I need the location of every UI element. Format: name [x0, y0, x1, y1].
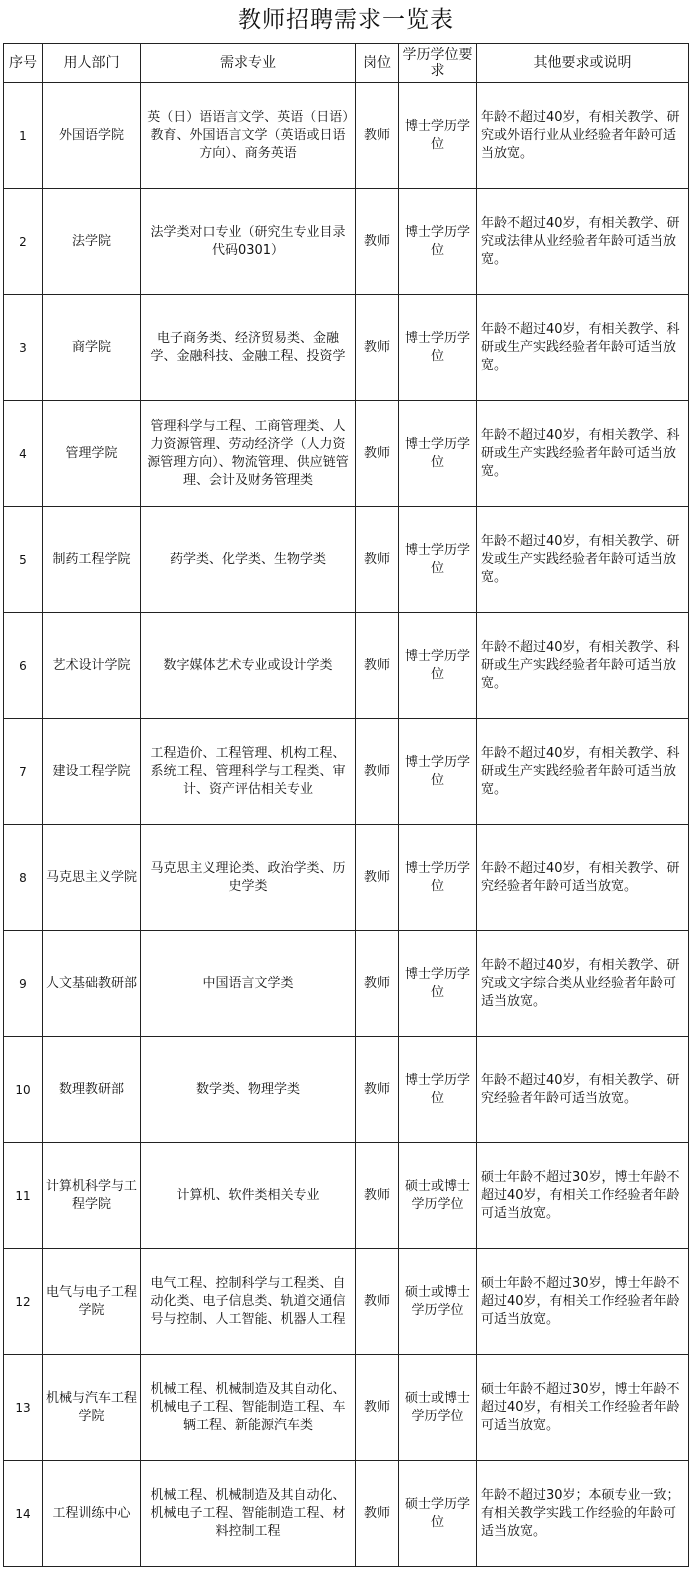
cell-major: 法学类对口专业（研究生专业目录代码0301） — [141, 189, 356, 295]
cell-dept: 商学院 — [43, 295, 141, 401]
cell-dept: 机械与汽车工程学院 — [43, 1355, 141, 1461]
table-row — [4, 1143, 689, 1249]
cell-note: 硕士年龄不超过30岁，博士年龄不超过40岁，有相关工作经验者年龄可适当放宽。 — [477, 1249, 689, 1355]
cell-degree: 博士学历学位 — [399, 931, 477, 1037]
cell-dept: 人文基础教研部 — [43, 931, 141, 1037]
cell-post: 教师 — [356, 507, 399, 613]
cell-dept: 工程训练中心 — [43, 1461, 141, 1567]
cell-major: 机械工程、机械制造及其自动化、机械电子工程、智能制造工程、材料控制工程 — [141, 1461, 356, 1567]
cell-major: 管理科学与工程、工商管理类、人力资源管理、劳动经济学（人力资源管理方向）、物流管理、供应链管理、会计及财务管理类 — [141, 401, 356, 507]
page-title: 教师招聘需求一览表 — [238, 7, 454, 33]
cell-dept: 制药工程学院 — [43, 507, 141, 613]
cell-post: 教师 — [356, 1355, 399, 1461]
cell-seq: 7 — [4, 719, 43, 825]
cell-note: 硕士年龄不超过30岁，博士年龄不超过40岁，有相关工作经验者年龄可适当放宽。 — [477, 1355, 689, 1461]
cell-seq: 13 — [4, 1355, 43, 1461]
cell-post: 教师 — [356, 825, 399, 931]
cell-degree: 博士学历学位 — [399, 1037, 477, 1143]
cell-degree: 硕士或博士学历学位 — [399, 1249, 477, 1355]
cell-post: 教师 — [356, 931, 399, 1037]
cell-note: 硕士年龄不超过30岁，博士年龄不超过40岁，有相关工作经验者年龄可适当放宽。 — [477, 1143, 689, 1249]
cell-major: 数字媒体艺术专业或设计学类 — [141, 613, 356, 719]
cell-major: 机械工程、机械制造及其自动化、机械电子工程、智能制造工程、车辆工程、新能源汽车类 — [141, 1355, 356, 1461]
table-row — [4, 825, 689, 931]
cell-dept: 计算机科学与工程学院 — [43, 1143, 141, 1249]
cell-major: 马克思主义理论类、政治学类、历史学类 — [141, 825, 356, 931]
cell-dept: 法学院 — [43, 189, 141, 295]
cell-dept: 数理教研部 — [43, 1037, 141, 1143]
table-row — [4, 401, 689, 507]
cell-note: 年龄不超过40岁，有相关教学、研究或文字综合类从业经验者年龄可适当放宽。 — [477, 931, 689, 1037]
table-row — [4, 507, 689, 613]
cell-major: 英（日）语语言文学、英语（日语）教育、外国语言文学（英语或日语方向）、商务英语 — [141, 83, 356, 189]
table-row — [4, 1249, 689, 1355]
cell-degree: 博士学历学位 — [399, 613, 477, 719]
cell-dept: 外国语学院 — [43, 83, 141, 189]
header-post: 岗位 — [356, 44, 399, 83]
cell-major: 电气工程、控制科学与工程类、自动化类、电子信息类、轨道交通信号与控制、人工智能、机器人工程 — [141, 1249, 356, 1355]
cell-post: 教师 — [356, 1461, 399, 1567]
cell-major: 数学类、物理学类 — [141, 1037, 356, 1143]
cell-major: 电子商务类、经济贸易类、金融学、金融科技、金融工程、投资学 — [141, 295, 356, 401]
header-seq: 序号 — [4, 44, 43, 83]
table-row — [4, 189, 689, 295]
table-row — [4, 613, 689, 719]
cell-dept: 管理学院 — [43, 401, 141, 507]
cell-note: 年龄不超过40岁，有相关教学、科研或生产实践经验者年龄可适当放宽。 — [477, 401, 689, 507]
table-row — [4, 1037, 689, 1143]
cell-dept: 电气与电子工程学院 — [43, 1249, 141, 1355]
header-note: 其他要求或说明 — [477, 44, 689, 83]
cell-degree: 博士学历学位 — [399, 719, 477, 825]
cell-note: 年龄不超过30岁；本硕专业一致；有相关教学实践工作经验的年龄可适当放宽。 — [477, 1461, 689, 1567]
cell-seq: 12 — [4, 1249, 43, 1355]
cell-seq: 4 — [4, 401, 43, 507]
cell-major: 中国语言文学类 — [141, 931, 356, 1037]
cell-post: 教师 — [356, 719, 399, 825]
cell-post: 教师 — [356, 1249, 399, 1355]
table-row — [4, 83, 689, 189]
cell-note: 年龄不超过40岁，有相关教学、科研或生产实践经验者年龄可适当放宽。 — [477, 295, 689, 401]
cell-post: 教师 — [356, 295, 399, 401]
cell-degree: 硕士或博士学历学位 — [399, 1355, 477, 1461]
cell-seq: 10 — [4, 1037, 43, 1143]
cell-post: 教师 — [356, 1143, 399, 1249]
cell-major: 药学类、化学类、生物学类 — [141, 507, 356, 613]
cell-note: 年龄不超过40岁，有相关教学、科研或生产实践经验者年龄可适当放宽。 — [477, 719, 689, 825]
cell-dept: 建设工程学院 — [43, 719, 141, 825]
cell-degree: 博士学历学位 — [399, 83, 477, 189]
cell-note: 年龄不超过40岁，有相关教学、科研或生产实践经验者年龄可适当放宽。 — [477, 613, 689, 719]
cell-degree: 博士学历学位 — [399, 401, 477, 507]
table-row — [4, 1355, 689, 1461]
cell-major: 计算机、软件类相关专业 — [141, 1143, 356, 1249]
cell-seq: 14 — [4, 1461, 43, 1567]
cell-seq: 11 — [4, 1143, 43, 1249]
header-dept: 用人部门 — [43, 44, 141, 83]
header-major: 需求专业 — [141, 44, 356, 83]
cell-post: 教师 — [356, 1037, 399, 1143]
table-row — [4, 295, 689, 401]
cell-seq: 2 — [4, 189, 43, 295]
cell-seq: 8 — [4, 825, 43, 931]
cell-degree: 博士学历学位 — [399, 507, 477, 613]
cell-seq: 3 — [4, 295, 43, 401]
cell-note: 年龄不超过40岁，有相关教学、研究经验者年龄可适当放宽。 — [477, 825, 689, 931]
table-row — [4, 931, 689, 1037]
cell-seq: 6 — [4, 613, 43, 719]
cell-seq: 1 — [4, 83, 43, 189]
cell-degree: 博士学历学位 — [399, 189, 477, 295]
cell-seq: 5 — [4, 507, 43, 613]
cell-post: 教师 — [356, 613, 399, 719]
cell-degree: 硕士学历学位 — [399, 1461, 477, 1567]
cell-degree: 硕士或博士学历学位 — [399, 1143, 477, 1249]
cell-post: 教师 — [356, 189, 399, 295]
cell-major: 工程造价、工程管理、机构工程、系统工程、管理科学与工程类、审计、资产评估相关专业 — [141, 719, 356, 825]
cell-post: 教师 — [356, 401, 399, 507]
cell-note: 年龄不超过40岁，有相关教学、研发或生产实践经验者年龄可适当放宽。 — [477, 507, 689, 613]
cell-note: 年龄不超过40岁，有相关教学、研究或法律从业经验者年龄可适当放宽。 — [477, 189, 689, 295]
cell-degree: 博士学历学位 — [399, 825, 477, 931]
cell-seq: 9 — [4, 931, 43, 1037]
recruitment-table — [3, 43, 689, 1567]
cell-dept: 马克思主义学院 — [43, 825, 141, 931]
cell-post: 教师 — [356, 83, 399, 189]
cell-note: 年龄不超过40岁，有相关教学、研究经验者年龄可适当放宽。 — [477, 1037, 689, 1143]
cell-note: 年龄不超过40岁，有相关教学、研究或外语行业从业经验者年龄可适当放宽。 — [477, 83, 689, 189]
header-degree: 学历学位要求 — [399, 44, 477, 83]
table-row — [4, 1461, 689, 1567]
table-row — [4, 719, 689, 825]
cell-degree: 博士学历学位 — [399, 295, 477, 401]
table-header-row — [4, 44, 689, 83]
cell-dept: 艺术设计学院 — [43, 613, 141, 719]
